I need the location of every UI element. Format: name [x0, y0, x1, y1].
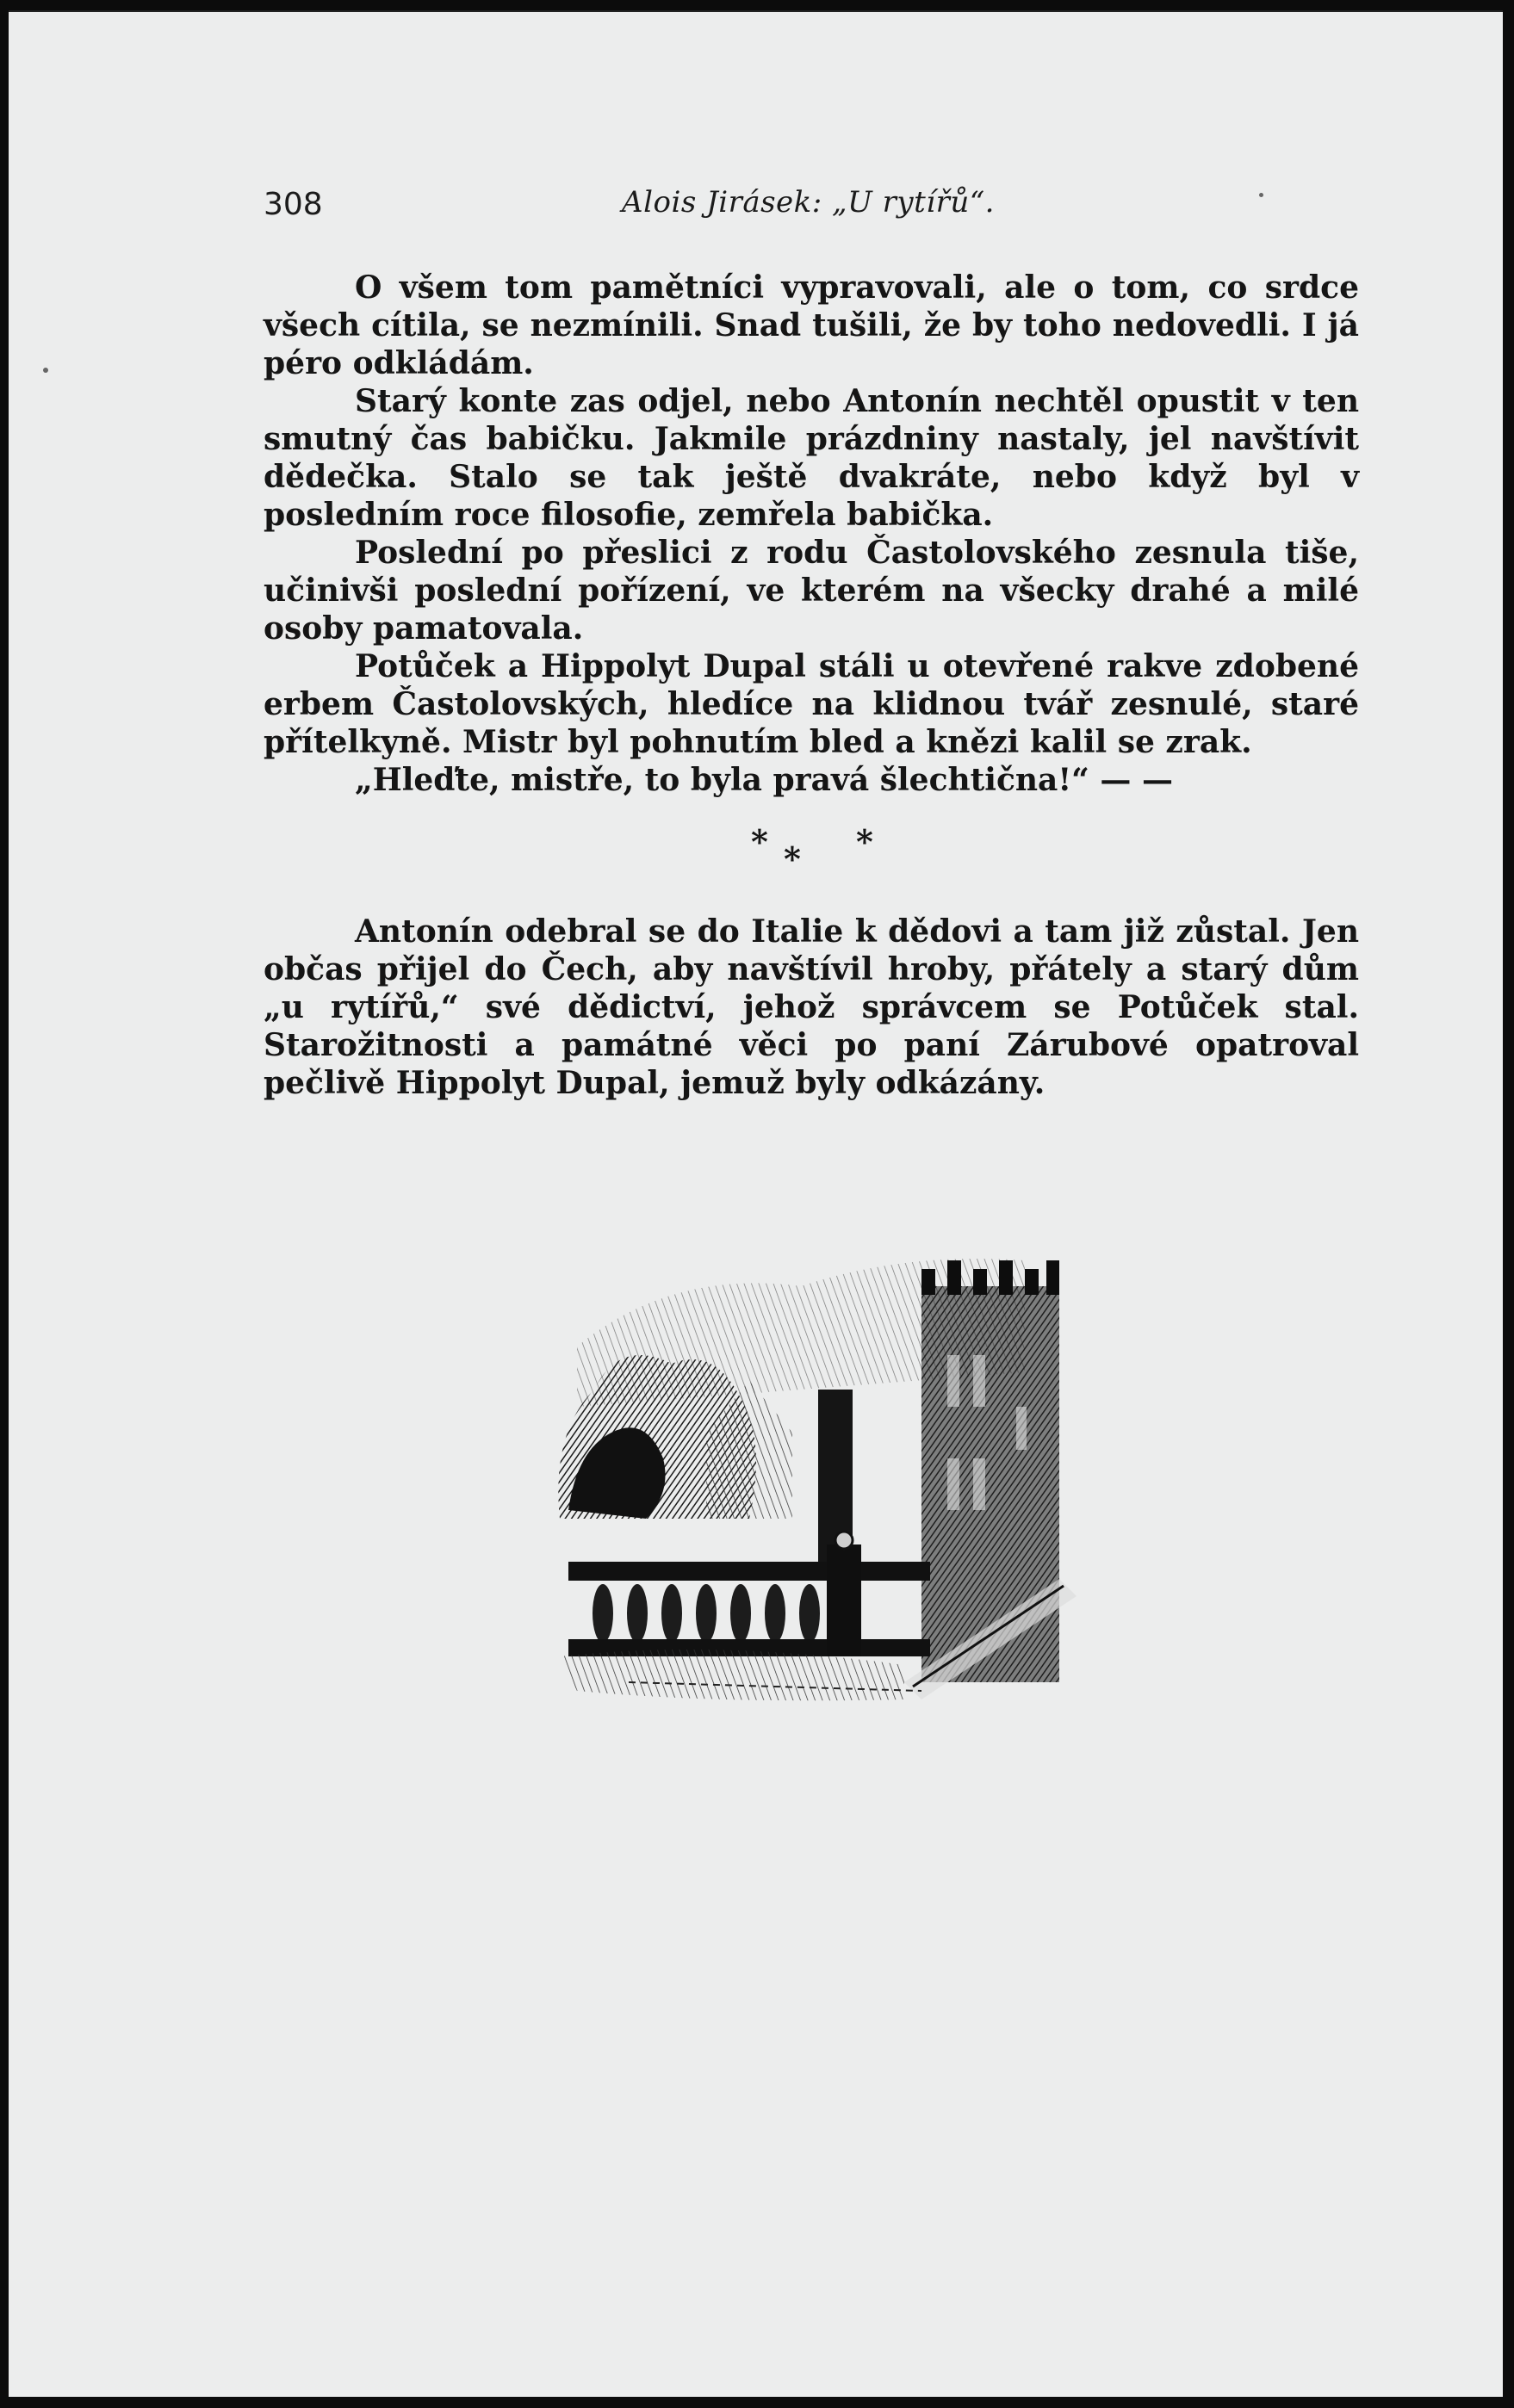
paragraph: Poslední po přeslici z rodu Častolovského zesnula tiše, učinivši poslední pořízení, ve kterém na všecky drahé a milé osoby pamatovala.: [264, 535, 1359, 647]
page-speck: [1259, 193, 1263, 197]
separator-star: *: [751, 822, 768, 861]
page-header: [255, 180, 1362, 232]
paragraph: „Hleďte, mistře, to byla pravá šlechtična!“ — —: [355, 762, 1173, 798]
paragraph: O všem tom pamětníci vypravovali, ale o tom, co srdce všech cítila, se nezmínili. Snad tušili, že by toho nedovedli. I já péro odkládám.: [264, 269, 1359, 381]
paragraph: Potůček a Hippolyt Dupal stáli u otevřené rakve zdobené erbem Častolovských, hledíce na klidnou tvář zesnulé, staré přítelkyně. Mistr byl pohnutím bled a knězi kalil se zrak.: [264, 648, 1359, 760]
section-separator: [264, 818, 1359, 887]
separator-star: *: [856, 822, 873, 861]
page-number: 308: [264, 187, 323, 222]
book-page: [9, 10, 1503, 2397]
paragraph: Starý konte zas odjel, nebo Antonín nechtěl opustit v ten smutný čas babičku. Jakmile prázdniny nastaly, jel navštívit dědečka. Stalo se tak ještě dvakráte, nebo když byl v posledním roce filosofie, zemřela babička.: [264, 383, 1359, 533]
page-speck: [43, 368, 48, 373]
running-head: Alois Jirásek: „U rytířů“.: [622, 185, 995, 220]
body-text: [264, 269, 1359, 1102]
castle-engraving: [543, 1235, 1111, 1717]
paragraph: Antonín odebral se do Italie k dědovi a tam již zůstal. Jen občas přijel do Čech, aby navštívil hroby, přátely a starý dům „u rytířů,“ své dědictví, jehož správcem se Potůček stal. Starožitnosti a památné věci po paní Zárubové opatroval pečlivě Hippolyt Dupal, jemuž byly odkázány.: [264, 913, 1359, 1101]
separator-star: *: [784, 839, 801, 878]
